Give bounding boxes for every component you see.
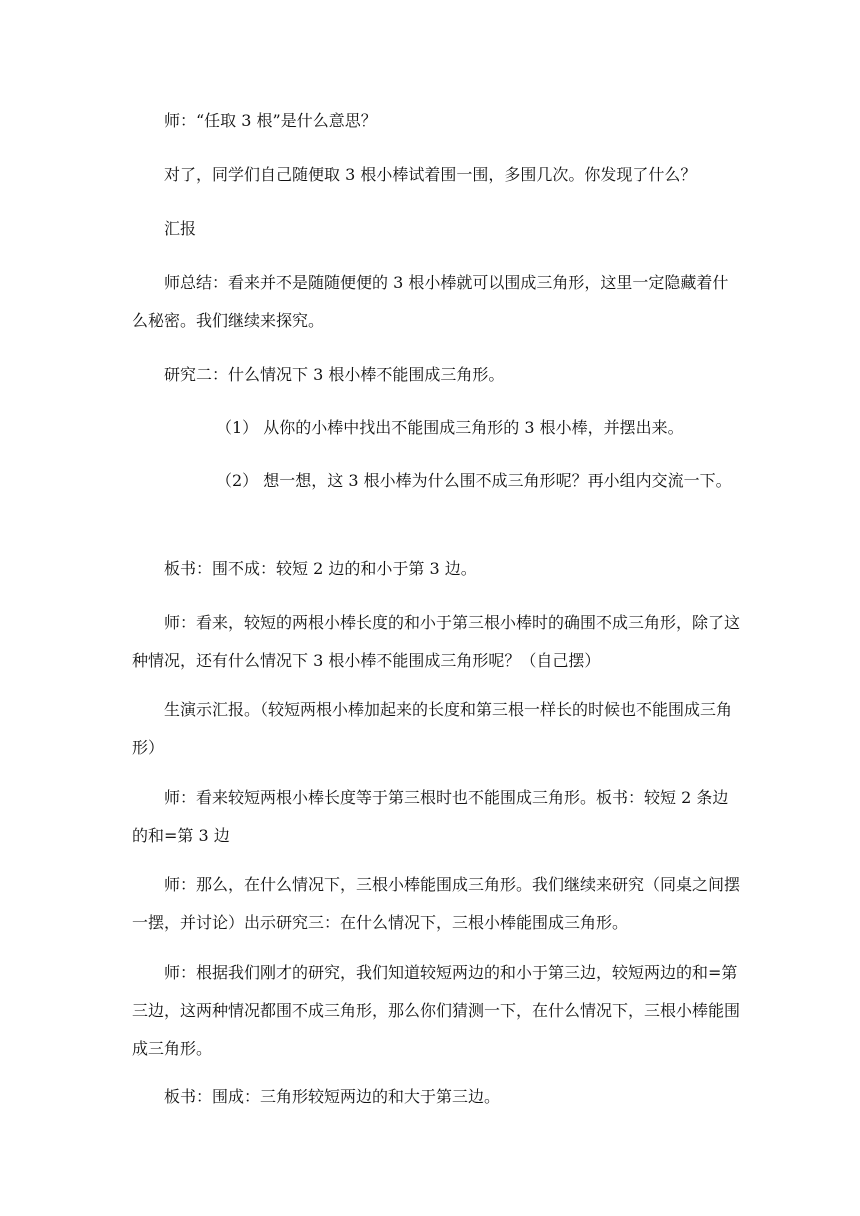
paragraph-teacher-observe: 师：看来，较短的两根小棒长度的和小于第三根小棒时的确围不成三角形，除了这种情况，还有什么情况下 3 根小棒不能围成三角形呢？（自己摆） bbox=[132, 613, 741, 670]
list-item-2: （2） 想一想，这 3 根小棒为什么围不成三角形呢？再小组内交流一下。 bbox=[216, 471, 732, 490]
paragraph-try-sticks: 对了，同学们自己随便取 3 根小棒试着围一围，多围几次。你发现了什么？ bbox=[164, 165, 697, 184]
paragraph-board-can: 板书：围成：三角形较短两边的和大于第三边。 bbox=[164, 1087, 501, 1106]
paragraph-report: 汇报 bbox=[164, 219, 197, 238]
paragraph-student-demo: 生演示汇报。（较短两根小棒加起来的长度和第三根一样长的时候也不能围成三角形） bbox=[132, 700, 733, 757]
paragraph-research-three: 师：那么，在什么情况下，三根小棒能围成三角形。我们继续来研究（同桌之间摆一摆，并讨论）出示研究三：在什么情况下，三根小棒能围成三角形。 bbox=[132, 875, 741, 932]
paragraph-research-two: 研究二：什么情况下 3 根小棒不能围成三角形。 bbox=[164, 365, 505, 384]
paragraph-board-cannot: 板书：围不成：较短 2 边的和小于第 3 边。 bbox=[164, 559, 477, 578]
paragraph-teacher-question: 师：“任取 3 根”是什么意思？ bbox=[164, 111, 377, 130]
paragraph-guess: 师：根据我们刚才的研究，我们知道较短两边的和小于第三边，较短两边的和=第三边，这两种情况都围不成三角形，那么你们猜测一下，在什么情况下，三根小棒能围成三角形。 bbox=[132, 963, 741, 1058]
paragraph-teacher-summary: 师总结：看来并不是随随便便的 3 根小棒就可以围成三角形，这里一定隐藏着什么秘密。我们继续来探究。 bbox=[132, 273, 729, 330]
paragraph-equal-case: 师：看来较短两根小棒长度等于第三根时也不能围成三角形。板书：较短 2 条边的和=第 3 边 bbox=[132, 788, 729, 845]
list-item-1: （1） 从你的小棒中找出不能围成三角形的 3 根小棒，并摆出来。 bbox=[216, 418, 684, 437]
